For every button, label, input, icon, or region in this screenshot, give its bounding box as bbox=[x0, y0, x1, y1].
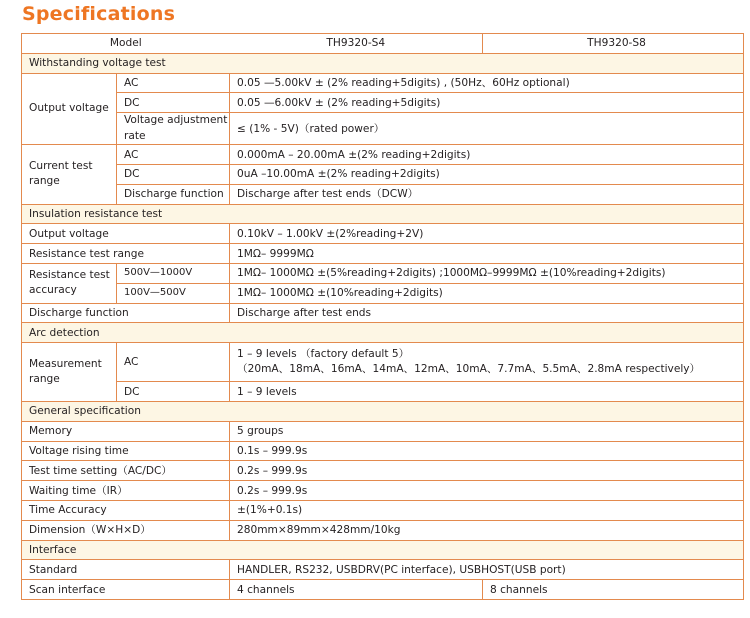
section-interface: Interface bbox=[22, 540, 744, 560]
general-value: 0.2s – 999.9s bbox=[230, 481, 744, 501]
general-value: ±(1%+0.1s) bbox=[230, 500, 744, 520]
general-value: 5 groups bbox=[230, 421, 744, 441]
ir-output-voltage-value: 0.10kV – 1.00kV ±(2%reading+2V) bbox=[230, 224, 744, 244]
table-row bbox=[22, 520, 744, 540]
table-row bbox=[22, 73, 744, 93]
general-label: Test time setting（AC/DC） bbox=[22, 461, 230, 481]
table-row bbox=[22, 481, 744, 501]
general-label: Dimension（W×H×D） bbox=[22, 520, 230, 540]
ir-accuracy-label: Resistance test accuracy bbox=[22, 263, 117, 303]
ac-label: AC bbox=[117, 73, 230, 93]
header-model: Model bbox=[109, 37, 142, 50]
section-row bbox=[22, 540, 744, 560]
ac-label: AC bbox=[117, 145, 230, 165]
ir-discharge-value: Discharge after test ends bbox=[230, 303, 744, 323]
ir-range-value: 1MΩ– 9999MΩ bbox=[230, 244, 744, 264]
arc-dc-value: 1 – 9 levels bbox=[230, 382, 744, 402]
general-value: 0.1s – 999.9s bbox=[230, 441, 744, 461]
rate-label: Voltage adjustment rate bbox=[117, 113, 230, 145]
section-row bbox=[22, 323, 744, 343]
section-row bbox=[22, 53, 744, 73]
scan-label: Scan interface bbox=[22, 580, 230, 600]
table-row bbox=[22, 461, 744, 481]
table-row bbox=[22, 145, 744, 165]
acc-lo-value: 1MΩ– 1000MΩ ±(10%reading+2digits) bbox=[230, 283, 744, 303]
dc-label: DC bbox=[117, 93, 230, 113]
section-withstanding: Withstanding voltage test bbox=[22, 53, 744, 73]
arc-ac-value bbox=[230, 343, 744, 382]
general-label: Time Accuracy bbox=[22, 500, 230, 520]
dc-value: 0.05 —6.00kV ± (2% reading+5digits) bbox=[230, 93, 744, 113]
table-header-row bbox=[22, 34, 744, 54]
table-row bbox=[22, 283, 744, 303]
ir-range-label: Resistance test range bbox=[22, 244, 230, 264]
arc-ac-label: AC bbox=[117, 343, 230, 382]
table-row bbox=[22, 263, 744, 283]
page-title: Specifications bbox=[22, 3, 176, 25]
general-label: Voltage rising time bbox=[22, 441, 230, 461]
arc-dc-label: DC bbox=[117, 382, 230, 402]
acc-hi-label: 500V—1000V bbox=[117, 263, 230, 283]
arc-ac-line1: 1 – 9 levels （factory default 5） bbox=[237, 347, 410, 360]
table-row bbox=[22, 343, 744, 382]
section-general: General specification bbox=[22, 401, 744, 421]
current-range-label: Current test range bbox=[22, 145, 117, 204]
header-s8: TH9320-S8 bbox=[483, 34, 744, 54]
ir-output-voltage-label: Output voltage bbox=[22, 224, 230, 244]
table-row bbox=[22, 244, 744, 264]
section-row bbox=[22, 401, 744, 421]
general-value: 280mm×89mm×428mm/10kg bbox=[230, 520, 744, 540]
general-label: Memory bbox=[22, 421, 230, 441]
table-row bbox=[22, 93, 744, 113]
table-row bbox=[22, 382, 744, 402]
general-value: 0.2s – 999.9s bbox=[230, 461, 744, 481]
table-row bbox=[22, 580, 744, 600]
discharge-label: Discharge function bbox=[117, 184, 230, 204]
discharge-value: Discharge after test ends（DCW） bbox=[230, 184, 744, 204]
ac-value: 0.000mA – 20.00mA ±(2% reading+2digits) bbox=[230, 145, 744, 165]
table-row bbox=[22, 303, 744, 323]
arc-range-label: Measurement range bbox=[22, 343, 117, 402]
section-row bbox=[22, 204, 744, 224]
scan-s4-value: 4 channels bbox=[230, 580, 483, 600]
standard-value: HANDLER, RS232, USBDRV(PC interface), USBHOST(USB port) bbox=[230, 560, 744, 580]
table-row bbox=[22, 441, 744, 461]
standard-label: Standard bbox=[22, 560, 230, 580]
general-label: Waiting time（IR） bbox=[22, 481, 230, 501]
acc-hi-value: 1MΩ– 1000MΩ ±(5%reading+2digits) ;1000MΩ–9999MΩ ±(10%reading+2digits) bbox=[230, 263, 744, 283]
arc-ac-line2: （20mA、18mA、16mA、14mA、12mA、10mA、7.7mA、5.5mA、2.8mA respectively） bbox=[237, 363, 701, 376]
scan-s8-value: 8 channels bbox=[483, 580, 744, 600]
header-s4: TH9320-S4 bbox=[326, 37, 386, 50]
section-insulation: Insulation resistance test bbox=[22, 204, 744, 224]
ir-discharge-label: Discharge function bbox=[22, 303, 230, 323]
dc-label: DC bbox=[117, 164, 230, 184]
acc-lo-label: 100V—500V bbox=[117, 283, 230, 303]
dc-value: 0uA –10.00mA ±(2% reading+2digits) bbox=[230, 164, 744, 184]
output-voltage-label: Output voltage bbox=[22, 73, 117, 145]
table-row bbox=[22, 113, 744, 145]
ac-value: 0.05 —5.00kV ± (2% reading+5digits) , (50Hz、60Hz optional) bbox=[230, 73, 744, 93]
table-row bbox=[22, 560, 744, 580]
section-arc: Arc detection bbox=[22, 323, 744, 343]
table-row bbox=[22, 421, 744, 441]
table-row bbox=[22, 184, 744, 204]
spec-table bbox=[21, 33, 744, 600]
table-row bbox=[22, 224, 744, 244]
rate-value: ≤ (1% - 5V)（rated power） bbox=[230, 113, 744, 145]
table-row bbox=[22, 500, 744, 520]
table-row bbox=[22, 164, 744, 184]
